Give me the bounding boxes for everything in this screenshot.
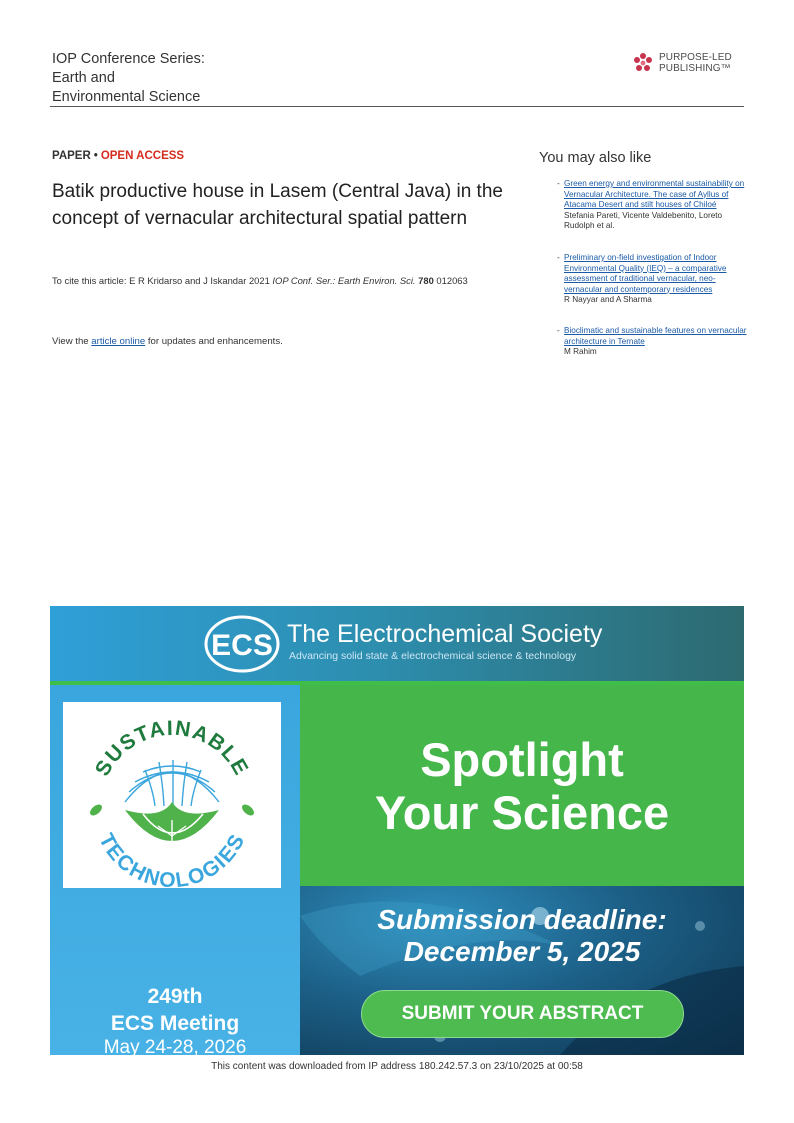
spotlight-heading-line: Your Science (374, 786, 670, 839)
view-suffix: for updates and enhancements. (145, 336, 283, 347)
series-line: IOP Conference Series: (52, 51, 205, 67)
meeting-number: 249th (147, 985, 203, 1008)
citation-line (52, 275, 468, 286)
publisher-logo[interactable] (632, 52, 732, 74)
article-title: Batik productive house in Lasem (Central Java) in the concept of vernacular architectural spatial pattern (52, 181, 503, 229)
paper-label: PAPER (52, 150, 91, 162)
series-line: Earth and (52, 70, 115, 86)
flower-logo-icon (632, 52, 654, 74)
list-dash: - (557, 253, 560, 262)
citation-article-number: 012063 (436, 275, 468, 286)
list-dash: - (557, 326, 560, 335)
citation-volume: 780 (418, 275, 434, 286)
publisher-logo-text: PURPOSE-LED PUBLISHING™ (659, 52, 732, 74)
related-item-link[interactable]: Bioclimatic and sustainable features on vernacular architecture in Ternate (564, 326, 747, 346)
download-footer: This content was downloaded from IP address 180.242.57.3 on 23/10/2025 at 00:58 (211, 1061, 583, 1072)
related-item-authors: M Rahim (564, 347, 597, 356)
article-kicker (52, 150, 184, 162)
sustainable-tech-badge (63, 702, 281, 888)
deadline-line: December 5, 2025 (403, 936, 641, 967)
ecs-logo-text: ECS (211, 629, 273, 662)
deadline-line: Submission deadline: (377, 904, 667, 935)
meeting-panel (50, 685, 300, 1122)
venue-line: Convention Center (118, 1107, 232, 1122)
sustainable-tech-emblem-icon (63, 702, 281, 888)
deadline-panel (300, 886, 744, 1055)
sustainable-word: SUSTAINABLE (90, 716, 254, 780)
related-item-link[interactable]: Preliminary on-field investigation of Indoor Environmental Quality (IEQ) – a comparative assessment of traditional vernacular, neo-vernacular and contemporary residences (564, 253, 727, 294)
technologies-word: TECHNOLOGIES (94, 829, 250, 888)
related-item-link[interactable]: Green energy and environmental sustainability on Vernacular Architecture. The case of Ayllus of Atacama Desert and stilt houses of Chiloé (564, 179, 745, 209)
kicker-separator: • (93, 150, 98, 162)
article-online-link[interactable]: article online (91, 336, 146, 347)
related-item (557, 179, 747, 232)
related-item (557, 326, 747, 358)
meeting-city: Seattle, WA, US (99, 1062, 251, 1085)
journal-series (52, 50, 205, 107)
submit-abstract-button[interactable]: SUBMIT YOUR ABSTRACT (361, 990, 684, 1038)
related-item-authors: Stefania Pareti, Vicente Valdebenito, Loreto Rudolph et al. (564, 210, 723, 230)
related-item (557, 253, 747, 306)
meeting-dates: May 24-28, 2026 (103, 1037, 247, 1058)
view-prefix: View the (52, 336, 92, 347)
meeting-name: ECS Meeting (110, 1012, 240, 1035)
ecs-banner (50, 606, 744, 681)
meeting-venue (50, 1091, 300, 1123)
citation-journal: IOP Conf. Ser.: Earth Environ. Sci. (272, 275, 416, 286)
related-heading: You may also like (539, 150, 652, 166)
list-dash: - (557, 179, 560, 188)
venue-line: Washington State (121, 1091, 229, 1106)
citation-prefix: To cite this article: E R Kridarso and J Iskandar 2021 (52, 275, 273, 286)
society-tagline: Advancing solid state & electrochemical science & technology (289, 650, 577, 662)
society-name: The Electrochemical Society (287, 620, 603, 648)
header-divider (50, 106, 744, 107)
related-item-authors: R Nayyar and A Sharma (564, 295, 652, 304)
series-line: Environmental Science (52, 89, 201, 105)
ecs-logo-icon (202, 614, 282, 674)
open-access-label: OPEN ACCESS (100, 150, 185, 162)
spotlight-panel (300, 685, 744, 886)
spotlight-heading-line: Spotlight (420, 733, 624, 786)
view-online-line (52, 336, 283, 347)
